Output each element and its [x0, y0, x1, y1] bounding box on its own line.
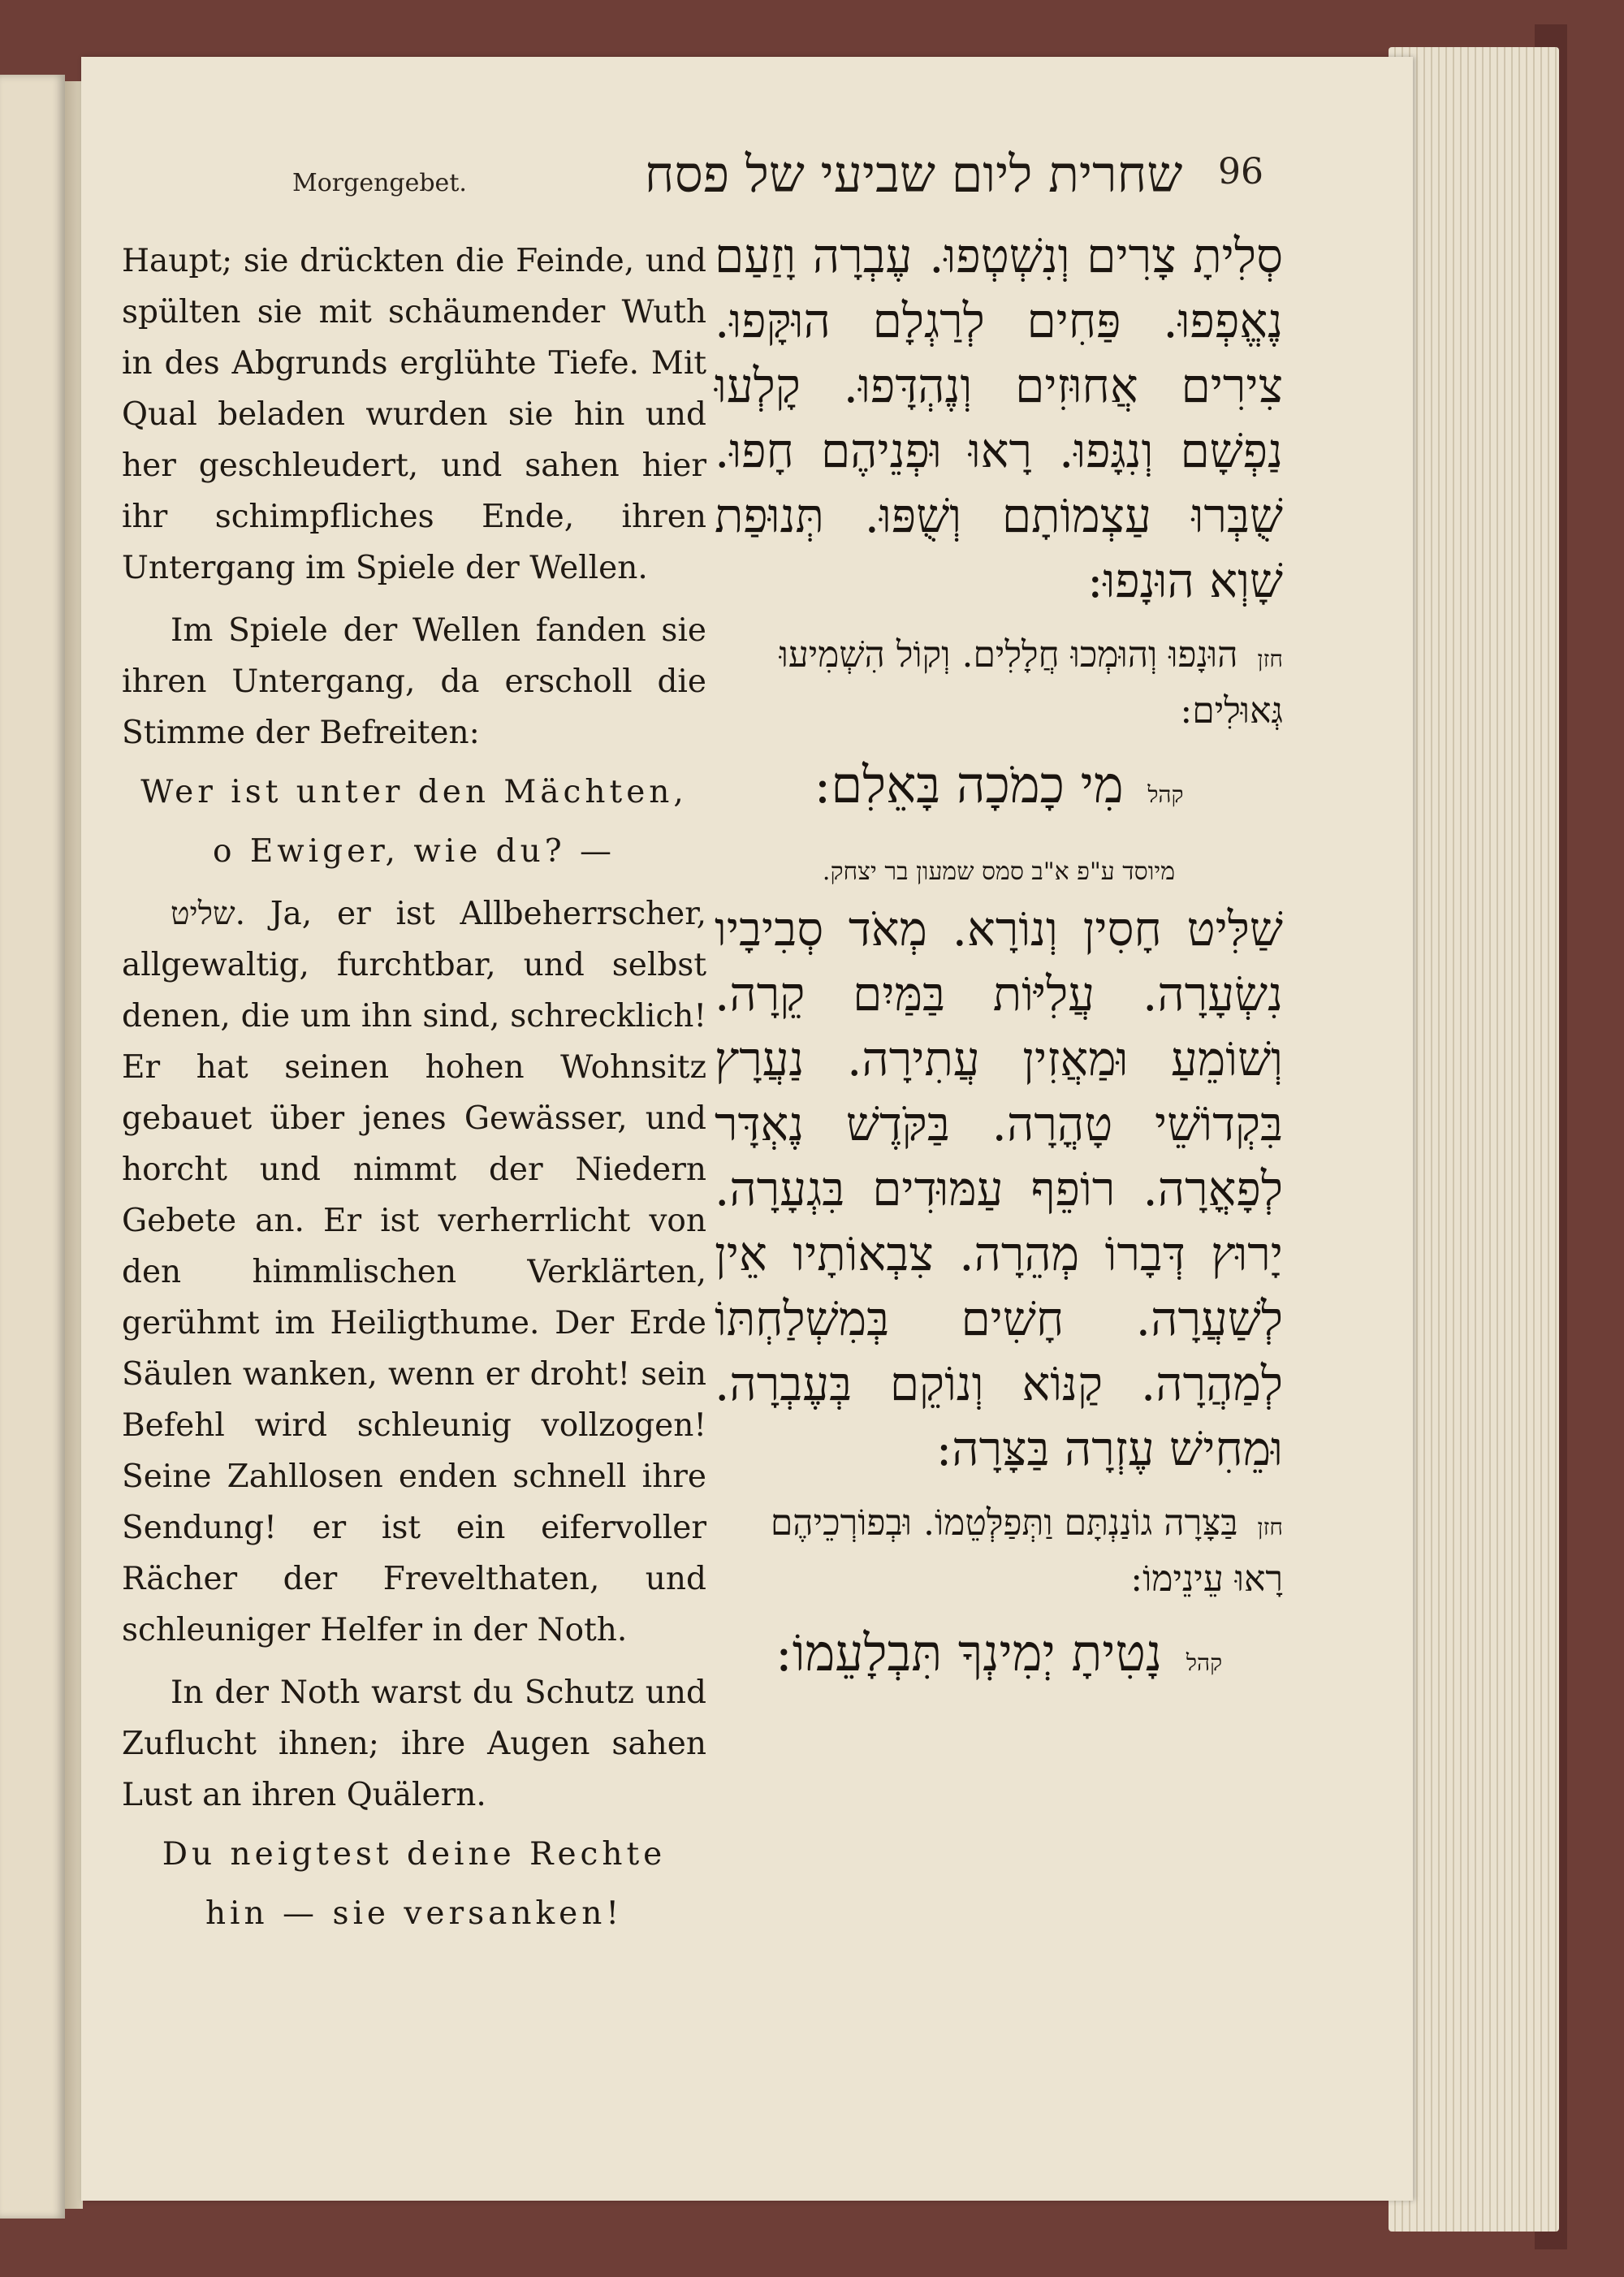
- hebrew-acrostic-note: מיוסד ע"פ א"ב סמס שמעון בר יצחק.: [822, 858, 1176, 886]
- german-verse-line: o Ewiger, wie du? —: [212, 833, 616, 870]
- hebrew-kahal-line: [715, 1617, 1283, 1700]
- page-number: 96: [1218, 151, 1263, 192]
- page-stack-edge: [1389, 47, 1559, 2232]
- hebrew-chazan-line: [715, 1497, 1283, 1605]
- german-paragraph: Im Spiele der Wellen fanden sie ihren Untergang, da erscholl die Stimme der Befreiten:: [122, 612, 706, 751]
- hebrew-chazan-line: [715, 629, 1283, 737]
- running-header-german: Morgengebet.: [292, 169, 467, 197]
- german-verse-line: hin — sie versanken!: [205, 1895, 624, 1932]
- german-paragraph: שליט. Ja, er ist Allbeherrscher, allgewaltig, furchtbar, und selbst denen, die um ihn sind, schrecklich! Er hat seinen hohen Wohnsitz gebauet über jenes Gewässer, und horcht und nimmt der Niedern Gebete an. Er ist verherrlicht von den himmlischen Verklärten, gerühmt im Heiligthume. Der Erde Säulen wanken, wenn er droht! sein Befehl wird schleunig vollzogen! Seine Zahllosen enden schnell ihre Sendung! er ist ein eifervoller Rächer der Frevelthaten, und schleuniger Helfer in der Noth.: [122, 896, 706, 1648]
- left-page-fragment: [0, 75, 65, 2219]
- kahal-label: קהל: [1147, 781, 1184, 808]
- german-paragraph: In der Noth warst du Schutz und Zuflucht ihnen; ihre Augen sahen Lust an ihren Quälern.: [122, 1674, 706, 1813]
- hebrew-column: [715, 223, 1283, 1700]
- hebrew-piyyut-block: סְלִיתָ צָרִים וְנִשְׁטְפוּ. עֶבְרָה וָזַעַם נֶאֱפְפוּ. פַּחִים לְרַגְלָם הוּקָּפוּ. צִירִים אֲחוּזִים וְנֶהְדָּפוּ. קָלְעוּ נַפְשָׁם וְנִגָּפוּ. רָאוּ וּפְנֵיהֶם חָפוּ. שֻׁבְּרוּ עַצְמוֹתָם וְשֻׁפּוּ. תְּנוּפַת שָׁוְא הוּנָפוּ:: [715, 228, 1283, 608]
- book-gutter: [65, 81, 83, 2209]
- running-header-hebrew: שחרית ליום שביעי של פסח: [644, 145, 1183, 204]
- german-column: [122, 235, 706, 1939]
- chazan-label: חזן: [1257, 1514, 1283, 1540]
- kahal-text: נָטִיתָ יְמִינְךָ תִּבְלָעֵמוֹ:: [775, 1623, 1163, 1683]
- chazan-text: בַּצָּרָה גוֹנַנְתָּם וַתְּפַלְּטֵמוֹ. וּבְפוֹרְכֵיהֶם רָאוּ עֵינֵימוֹ:: [770, 1502, 1283, 1600]
- german-verse-line: Du neigtest deine Rechte: [162, 1836, 667, 1873]
- hebrew-piyyut-block: שַׁלִּיט חָסִין וְנוֹרָא. מְאֹד סְבִיבָיו נִשְׂעָרָה. עֲלִיּוֹת בַּמַּיִם קֵרָה. וְשׁוֹמֵעַ וּמַאֲזִין עֲתִירָה. נַעֲרָץ בִּקְדוֹשֵׁי טָהֳרָה. בַּקֹּדֶשׁ נֶאְדָּר לְפָאֳרָה. רוֹפֵף עַמּוּדִים בִּגְעָרָה. יָרוּץ דְּבָרוֹ מְהֵרָה. צִבְאוֹתָיו אֵין לְשַׁעֲרָה. חָשִׁים בְּמִשְׁלַחְתּוֹ לְמַהֲרָה. קַנּוֹא וְנוֹקֵם בְּעֶבְרָה. וּמֵחִישׁ עֶזְרָה בַּצָּרָה:: [715, 901, 1283, 1476]
- chazan-label: חזן: [1257, 646, 1283, 672]
- german-paragraph: Haupt; sie drückten die Feinde, und spülten sie mit schäumender Wuth in des Abgrunds erglühte Tiefe. Mit Qual beladen wurden sie hin und her geschleudert, und sahen hier ihr schimpfliches Ende, ihren Untergang im Spiele der Wellen.: [122, 243, 706, 586]
- german-verse-line: Wer ist unter den Mächten,: [140, 774, 688, 810]
- chazan-text: הוּנָפוּ וְהוּמְכוּ חֲלָלִים. וְקוֹל הִשְׁמִיעוּ גְּאוּלִים:: [779, 634, 1283, 732]
- hebrew-kahal-line: [715, 749, 1283, 832]
- kahal-text: מִי כָמֹכָה בָּאֵלִם:: [814, 755, 1124, 814]
- kahal-label: קהל: [1186, 1649, 1223, 1676]
